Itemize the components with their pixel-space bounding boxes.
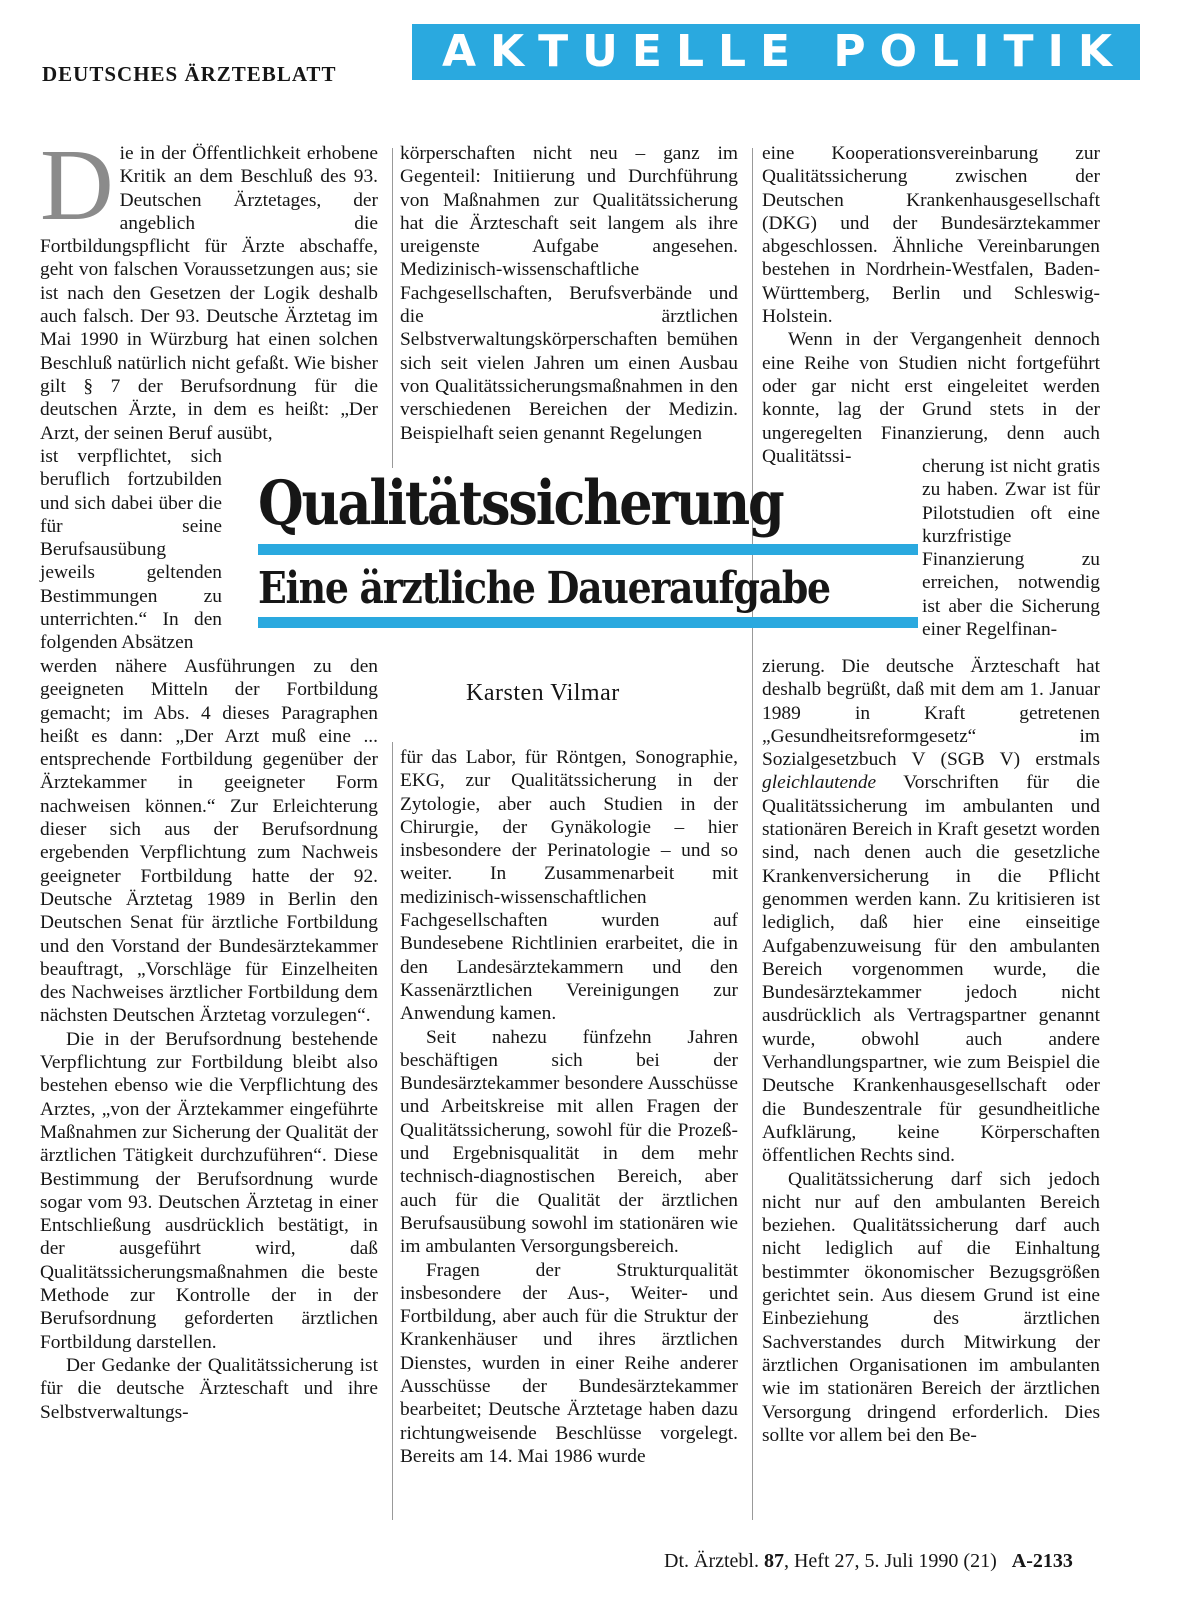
drop-cap: D <box>40 129 114 242</box>
headline-block <box>258 468 918 628</box>
article-paragraph: Qualitätssicherung darf sich jedoch nicht nur auf den ambulanten Bereich beziehen. Qualitätssicherung darf auch nicht lediglich auf die Einhaltung bestimmter ökonomischer Bezugsgrößen gerichtet sein. Aus diesem Grund ist eine Einbeziehung des ärztlichen Sachverstandes durch Mitwirkung der ärztlichen Organisationen im ambulanten wie im stationären Bereich der ärztlichen Versorgung dringend erforderlich. Dies sollte vor allem bei den Be- <box>762 1168 1100 1446</box>
article-paragraph: ist verpflichtet, sich beruflich fortzubilden und sich dabei über die für seine Berufsausübung jeweils geltenden Bestimmungen zu unterrichten.“ In den folgenden Absätzen <box>40 446 222 654</box>
article-paragraph: Die in der Öffentlichkeit erhobene Kritik an dem Beschluß des 93. Deutschen Ärztetages, der angeblich die Fortbildungspflicht für Ärzte abschaffe, geht von falschen Voraussetzungen aus; sie ist nach den Gesetzen der Logik deshalb auch falsch. Der 93. Deutsche Ärztetag im Mai 1990 in Würzburg hat einen solchen Beschluß natürlich nicht gefaßt. Wie bisher gilt § 7 der Berufsordnung für die deutschen Ärzte, in dem es heißt: „Der Arzt, der seinen Beruf ausübt, <box>40 129 378 444</box>
article-column-1 <box>40 129 378 445</box>
article-paragraph: eine Kooperationsvereinbarung zur Qualitätssicherung zwischen der Deutschen Krankenhausgesellschaft (DKG) und der Bundesärztekammer abgeschlossen. Ähnliche Vereinbarungen bestehen in Nordrhein-Westfalen, Baden-Württemberg, Berlin und Schleswig-Holstein. <box>762 143 1100 328</box>
headline-title: Qualitätssicherung <box>258 468 783 539</box>
article-paragraph: Wenn in der Vergangenheit dennoch eine Reihe von Studien nicht fortgeführt oder gar nicht erst eingeleitet werden konnte, lag der Grund stets in der ungeregelten Finanzierung, denn auch Qualitätssi- <box>762 329 1100 467</box>
article-column-2-lower <box>400 746 738 1468</box>
headline-subtitle: Eine ärztliche Daueraufgabe <box>258 563 830 614</box>
article-paragraph: Seit nahezu fünfzehn Jahren beschäftigen sich bei der Bundesärztekammer besondere Ausschüsse und Arbeitskreise mit allen Fragen der Qualitätssicherung, sowohl für die Prozeß- und Ergebnisqualität in dem mehr technisch-diagnostischen Bereich, aber auch für die Qualität der ärztlichen Berufsausübung sowohl im stationären wie im ambulanten Versorgungsbereich. <box>400 1026 738 1258</box>
article-column-3-lower <box>762 655 1100 1447</box>
article-column-3-wrap <box>922 455 1100 641</box>
footer-volume: 87 <box>763 1550 784 1572</box>
article-paragraph: zierung. Die deutsche Ärzteschaft hat deshalb begrüßt, daß mit dem am 1. Januar 1989 in Kraft getretenen „Gesundheitsreformgesetz“ im Sozialgesetzbuch V (SGB V) erstmals gleichlautende Vorschriften für die Qualitätssicherung im ambulanten und stationären Bereich in Kraft gesetzt worden sind, nach denen auch die gesetzliche Krankenversicherung in die Pflicht genommen werden kann. Zu kritisieren ist lediglich, daß hier eine einseitige Aufgabenzuweisung für den ambulanten Bereich vorgenommen wurde, die Bundesärztekammer jedoch nicht ausdrücklich als Vertragspartner genannt wurde, obwohl auch andere Verhandlungspartner, wie zum Beispiel die Deutsche Krankenhausgesellschaft oder die Bundeszentrale für gesundheitliche Aufklärung, keine Körperschaften öffentlichen Rechts sind. <box>762 656 1100 1167</box>
page-footer <box>664 1550 1073 1573</box>
column-rule <box>392 148 393 468</box>
article-paragraph: Der Gedanke der Qualitätssicherung ist für die deutsche Ärzteschaft und ihre Selbstverwaltungs- <box>40 1354 378 1423</box>
footer-journal: Dt. Ärztebl. <box>664 1550 759 1572</box>
headline-accent-bar <box>258 617 918 628</box>
headline-accent-bar <box>258 544 918 555</box>
article-paragraph: werden nähere Ausführungen zu den geeigneten Mitteln der Fortbildung gemacht; im Abs. 4 dieses Paragraphen heißt es dann: „Der Arzt muß eine ... entsprechende Fortbildung gegenüber der Ärztekammer in geeigneter Form nachweisen können.“ Zur Erleichterung dieser sich aus der Berufsordnung ergebenden Verpflichtung zum Nachweis geeigneter Fortbildung hatte der 92. Deutsche Ärztetag 1989 in Berlin den Deutschen Senat für ärztliche Fortbildung und den Vorstand der Bundesärztekammer beauftragt, „Vorschläge für Einzelheiten des Nachweises ärztlicher Fortbildung dem nächsten Deutschen Ärztetag vorzulegen“. <box>40 656 378 1027</box>
article-paragraph: Die in der Berufsordnung bestehende Verpflichtung zur Fortbildung bleibt also bestehen ebenso wie die Verpflichtung des Arztes, „von der Ärztekammer eingeführte Maßnahmen zur Sicherung der Qualität der ärztlichen Tätigkeit durchzuführen“. Diese Bestimmung der Berufsordnung wurde sogar vom 93. Deutschen Ärztetag in einer Entschließung ausdrücklich bestätigt, in der ausgeführt wird, daß Qualitätssicherungsmaßnahmen die beste Methode zur Kontrolle der in der Berufsordnung geforderten ärztlichen Fortbildung darstellen. <box>40 1028 378 1353</box>
column-rule <box>392 742 393 1520</box>
page-number: A-2133 <box>1011 1550 1073 1572</box>
journal-name: DEUTSCHES ÄRZTEBLATT <box>42 62 337 86</box>
article-column-1-lower <box>40 655 378 1424</box>
author-name: Karsten Vilmar <box>466 680 620 706</box>
article-column-3 <box>762 142 1100 468</box>
section-banner: AKTUELLE POLITIK <box>412 24 1140 80</box>
article-column-2 <box>400 142 738 445</box>
footer-issue: , Heft 27, 5. Juli 1990 (21) <box>783 1550 997 1572</box>
column-rule <box>752 148 753 1520</box>
article-paragraph: Fragen der Strukturqualität insbesondere der Aus-, Weiter- und Fortbildung, aber auch für die Struktur der Krankenhäuser und ihres ärztlichen Dienstes, wurden in einer Reihe anderer Ausschüsse der Bundesärztekammer bearbeitet; Deutsche Ärztetage haben dazu richtungweisende Beschlüsse vorgelegt. Bereits am 14. Mai 1986 wurde <box>400 1259 738 1467</box>
article-paragraph: für das Labor, für Röntgen, Sonographie, EKG, zur Qualitätssicherung in der Zytologie, aber auch Studien in der Chirurgie, der Gynäkologie – hier insbesondere der Perinatologie – und so weiter. In Zusammenarbeit mit medizinisch-wissenschaftlichen Fachgesellschaften wurden auf Bundesebene Richtlinien erarbeitet, die in den Landesärztekammern und den Kassenärztlichen Vereinigungen zur Anwendung kamen. <box>400 747 738 1025</box>
article-paragraph: cherung ist nicht gratis zu haben. Zwar ist für Pilotstudien oft eine kurzfristige Finanzierung zu erreichen, notwendig ist aber die Sicherung einer Regelfinan- <box>922 456 1100 641</box>
article-column-1-wrap <box>40 445 222 655</box>
article-paragraph: körperschaften nicht neu – ganz im Gegenteil: Initiierung und Durchführung von Maßnahmen zur Qualitätssicherung hat die Ärzteschaft seit langem als ihre ureigenste Aufgabe angesehen. Medizinisch-wissenschaftliche Fachgesellschaften, Berufsverbände und die ärztlichen Selbstverwaltungskörperschaften bemühen sich seit vielen Jahren um einen Ausbau von Qualitätssicherungsmaßnahmen in den verschiedenen Bereichen der Medizin. Beispielhaft seien genannt Regelungen <box>400 143 738 444</box>
